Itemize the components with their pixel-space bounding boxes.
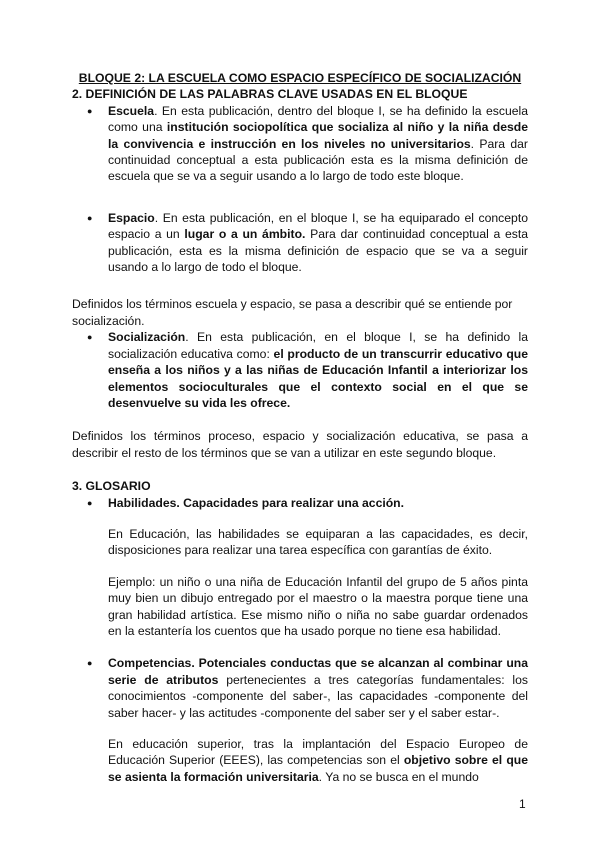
document-title: BLOQUE 2: LA ESCUELA COMO ESPACIO ESPECÍFICO DE SOCIALIZACIÓN <box>78 71 522 85</box>
competencias-definition: . Potenciales conductas que se alcanzan al combinar una serie de atributos <box>108 656 528 687</box>
espacio-text-2: Para dar continuidad conceptual a esta publicación, esta es la misma definición de espacio que se va a seguir usando a lo largo de todo el bloque. <box>108 227 528 275</box>
intro-socializacion: Definidos los términos escuela y espacio, se pasa a describir qué se entiende por socialización. <box>72 297 513 328</box>
list-item-competencias <box>72 655 528 721</box>
list-item-socializacion <box>72 329 528 411</box>
competencias-paragraph-2 <box>72 736 528 785</box>
list-item-espacio <box>72 210 528 276</box>
keywords-list <box>72 103 528 185</box>
page-content <box>72 70 528 785</box>
socializacion-text-1: . En esta publicación, en el bloque I, se ha definido la socialización educativa como: <box>108 330 528 361</box>
section-2-closing: Definidos los términos proceso, espacio y socialización educativa, se pasa a describir el resto de los términos que se van a utilizar en este segundo bloque. <box>72 429 528 460</box>
escuela-text-1: . En esta publicación, dentro del bloque I, se ha definido la escuela como una <box>108 103 528 135</box>
competencias-p2-bold: objetivo sobre el que se asienta la formación universitaria <box>108 753 528 784</box>
espacio-bold-definition: lugar o a un ámbito. <box>184 227 306 242</box>
escuela-bold-definition: institución sociopolítica que socializa al niño y la niña desde la convivencia e instrucción en los niveles no universitarios <box>108 120 528 151</box>
term-socializacion: Socialización <box>108 330 186 345</box>
glossary-list-2 <box>72 655 528 721</box>
escuela-text-2: . Para dar continuidad conceptual a esta publicación esta es la misma definición de escuela que se va a seguir usando a lo largo de todo este bloque. <box>108 136 528 184</box>
section-3-heading: 3. GLOSARIO <box>72 479 151 494</box>
list-item-escuela <box>72 103 528 185</box>
glossary-list <box>72 495 528 511</box>
term-escuela: Escuela <box>108 103 155 118</box>
socializacion-bold-definition: el producto de un transcurrir educativo que enseña a los niños y a las niñas de Educación Infantil a interiorizar los elementos socioculturales que el contexto social en el que se desenvuelve su vida les ofrece. <box>108 346 528 410</box>
competencias-p2-text-a: En educación superior, tras la implantación del Espacio Europeo de Educación Superior (EEES), las competencias son el <box>108 737 528 768</box>
term-competencias: Competencias <box>108 656 192 671</box>
keywords-list-3 <box>72 329 528 411</box>
term-espacio: Espacio <box>108 210 155 225</box>
page-number: 1 <box>519 797 526 811</box>
section-2-heading: 2. DEFINICIÓN DE LAS PALABRAS CLAVE USADAS EN EL BLOQUE <box>72 87 468 102</box>
competencias-p2-text-c: . Ya no se busca en el mundo <box>318 769 479 784</box>
habilidades-example: Ejemplo: un niño o una niña de Educación Infantil del grupo de 5 años pinta muy bien un dibujo entregado por el maestro o la maestra porque tiene una gran habilidad artística. Ese mismo niño o niña no sabe guardar ordenados en la estantería los cuentos que ha usado porque no tiene esa habilidad. <box>108 574 528 638</box>
term-habilidades: Habilidades <box>108 495 177 510</box>
espacio-text-1: . En esta publicación, en el bloque I, se ha equiparado el concepto espacio a un <box>108 210 528 242</box>
habilidades-definition: . Capacidades para realizar una acción. <box>176 495 405 510</box>
habilidades-paragraph-1: En Educación, las habilidades se equiparan a las capacidades, es decir, disposiciones para realizar una tarea específica con garantías de éxito. <box>108 526 528 558</box>
competencias-text-1: pertenecientes a tres categorías fundamentales: los conocimientos -componente del saber-, las capacidades -componente del saber hacer- y las actitudes -componente del saber ser y el saber estar-. <box>108 672 528 720</box>
keywords-list-2 <box>72 210 528 276</box>
list-item-habilidades <box>72 495 528 511</box>
